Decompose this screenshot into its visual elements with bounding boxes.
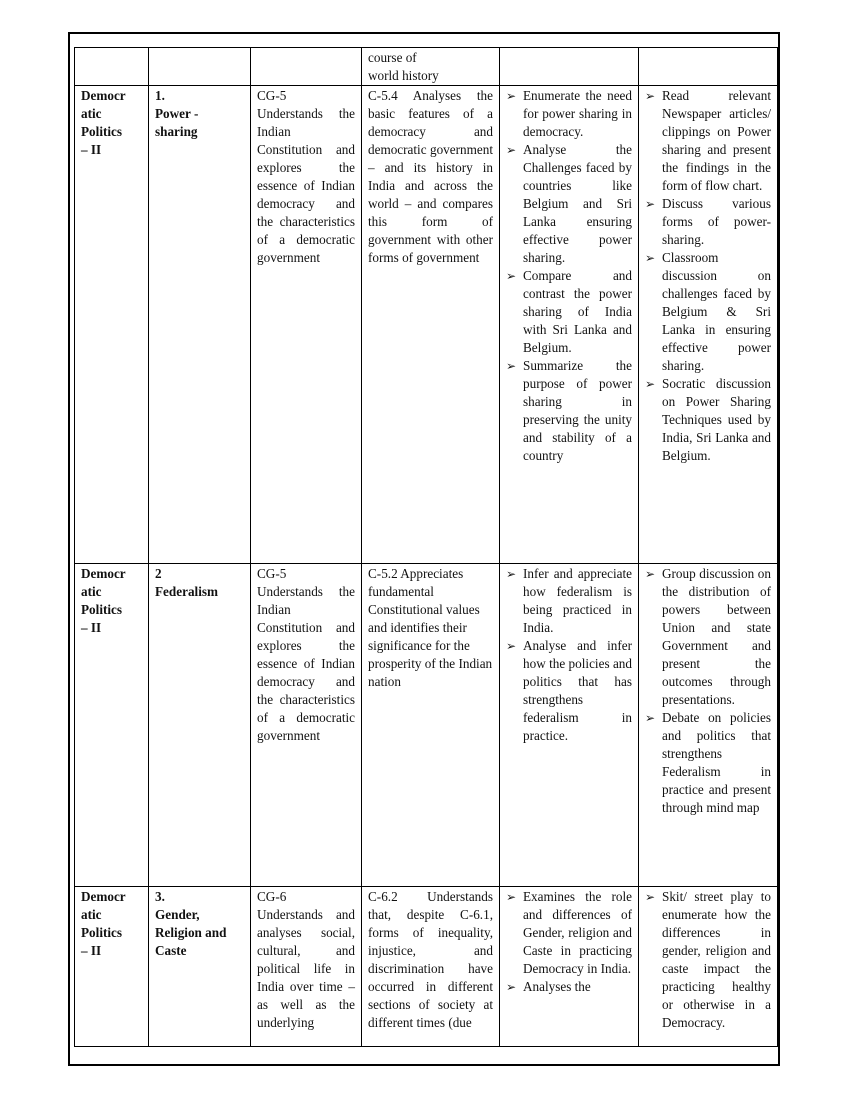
arrow-bullet-icon: ➢ xyxy=(645,89,656,103)
list-item: ➢ Group discussion on the distribution of powers between Union and state Government and present the outcomes through presentations. xyxy=(645,566,771,707)
list-item: ➢ Read relevant Newspaper articles/ clippings on Power sharing and present the findings in the form of flow chart. xyxy=(645,88,771,193)
chapter-number: 3. xyxy=(155,889,165,904)
arrow-bullet-icon: ➢ xyxy=(645,377,656,391)
list-item: ➢ Debate on policies and politics that strengthens Federalism in practice and present through mind map xyxy=(645,710,771,815)
table-row xyxy=(75,86,778,564)
arrow-bullet-icon: ➢ xyxy=(506,359,517,373)
unit-cell: Democr atic Politics – II xyxy=(75,564,149,887)
outcomes-cell xyxy=(500,86,639,564)
table-row xyxy=(75,564,778,887)
chapter-cell xyxy=(149,48,251,86)
outcomes-cell xyxy=(500,887,639,1047)
list-item: ➢ Examines the role and differences of Gender, religion and Caste in practicing Democracy in India. xyxy=(506,889,632,976)
curricular-cell: C-5.4 Analyses the basic features of a democracy and democratic government – and its history in India and across the world – and compares this form of government with other forms of government xyxy=(362,86,500,564)
list-item: ➢ Classroom discussion on challenges faced by Belgium & Sri Lanka in ensuring effective power sharing. xyxy=(645,250,771,373)
list-item: ➢ Skit/ street play to enumerate how the differences in gender, religion and caste impact the practicing healthy or otherwise in a Democracy. xyxy=(645,889,771,1030)
chapter-title: Gender, Religion and Caste xyxy=(155,907,227,958)
arrow-bullet-icon: ➢ xyxy=(506,269,517,283)
outcomes-cell xyxy=(500,564,639,887)
cg-cell: CG-5 Understands the Indian Constitution and explores the essence of Indian democracy and the characteristics of a democratic government xyxy=(251,564,362,887)
activities-cell xyxy=(639,48,778,86)
arrow-bullet-icon: ➢ xyxy=(506,567,517,581)
outcomes-list xyxy=(506,87,632,465)
unit-cell xyxy=(75,48,149,86)
activities-cell xyxy=(639,564,778,887)
arrow-bullet-icon: ➢ xyxy=(645,890,656,904)
activities-list xyxy=(645,87,771,465)
activities-list xyxy=(645,888,771,1032)
curricular-cell: C-6.2 Understands that, despite C-6.1, forms of inequality, injustice, and discrimination have occurred in different sections of society at different times (due xyxy=(362,887,500,1047)
unit-cell: Democr atic Politics – II xyxy=(75,887,149,1047)
list-item: ➢ Socratic discussion on Power Sharing Techniques used by India, Sri Lanka and Belgium. xyxy=(645,376,771,463)
activities-list xyxy=(645,565,771,817)
unit-cell: Democr atic Politics – II xyxy=(75,86,149,564)
cg-cell xyxy=(251,48,362,86)
list-item: ➢ Summarize the purpose of power sharing in preserving the unity and stability of a country xyxy=(506,358,632,463)
outcomes-list xyxy=(506,888,632,996)
chapter-number: 2 xyxy=(155,566,162,581)
list-item: ➢ Compare and contrast the power sharing of India with Sri Lanka and Belgium. xyxy=(506,268,632,355)
arrow-bullet-icon: ➢ xyxy=(645,567,656,581)
cg-cell: CG-5 Understands the Indian Constitution and explores the essence of Indian democracy and the characteristics of a democratic government xyxy=(251,86,362,564)
table-row xyxy=(75,887,778,1047)
list-item: ➢ Discuss various forms of power-sharing. xyxy=(645,196,771,247)
chapter-cell xyxy=(149,564,251,887)
chapter-cell xyxy=(149,86,251,564)
outcomes-list xyxy=(506,565,632,745)
list-item: ➢ Analyse and infer how the policies and politics that has strengthens federalism in practice. xyxy=(506,638,632,743)
curriculum-table xyxy=(74,47,778,1047)
arrow-bullet-icon: ➢ xyxy=(645,251,656,265)
arrow-bullet-icon: ➢ xyxy=(645,197,656,211)
activities-cell xyxy=(639,887,778,1047)
list-item: ➢ Analyses the xyxy=(506,979,591,994)
arrow-bullet-icon: ➢ xyxy=(506,639,517,653)
cg-cell: CG-6 Understands and analyses social, cultural, and political life in India over time – as well as the underlying xyxy=(251,887,362,1047)
arrow-bullet-icon: ➢ xyxy=(506,890,517,904)
chapter-number: 1. xyxy=(155,88,165,103)
curricular-cell: C-5.2 Appreciates fundamental Constitutional values and identifies their significance for the prosperity of the Indian nation xyxy=(362,564,500,887)
arrow-bullet-icon: ➢ xyxy=(506,980,517,994)
list-item: ➢ Enumerate the need for power sharing in democracy. xyxy=(506,88,632,139)
activities-cell xyxy=(639,86,778,564)
chapter-title: Federalism xyxy=(155,584,218,599)
arrow-bullet-icon: ➢ xyxy=(506,89,517,103)
list-item: ➢ Analyse the Challenges faced by countries like Belgium and Sri Lanka ensuring effective power sharing. xyxy=(506,142,632,265)
list-item: ➢ Infer and appreciate how federalism is being practiced in India. xyxy=(506,566,632,635)
chapter-title: Power - sharing xyxy=(155,106,199,139)
outcomes-cell xyxy=(500,48,639,86)
arrow-bullet-icon: ➢ xyxy=(506,143,517,157)
table-row xyxy=(75,48,778,86)
curricular-cell: course of world history xyxy=(362,48,500,86)
chapter-cell xyxy=(149,887,251,1047)
arrow-bullet-icon: ➢ xyxy=(645,711,656,725)
